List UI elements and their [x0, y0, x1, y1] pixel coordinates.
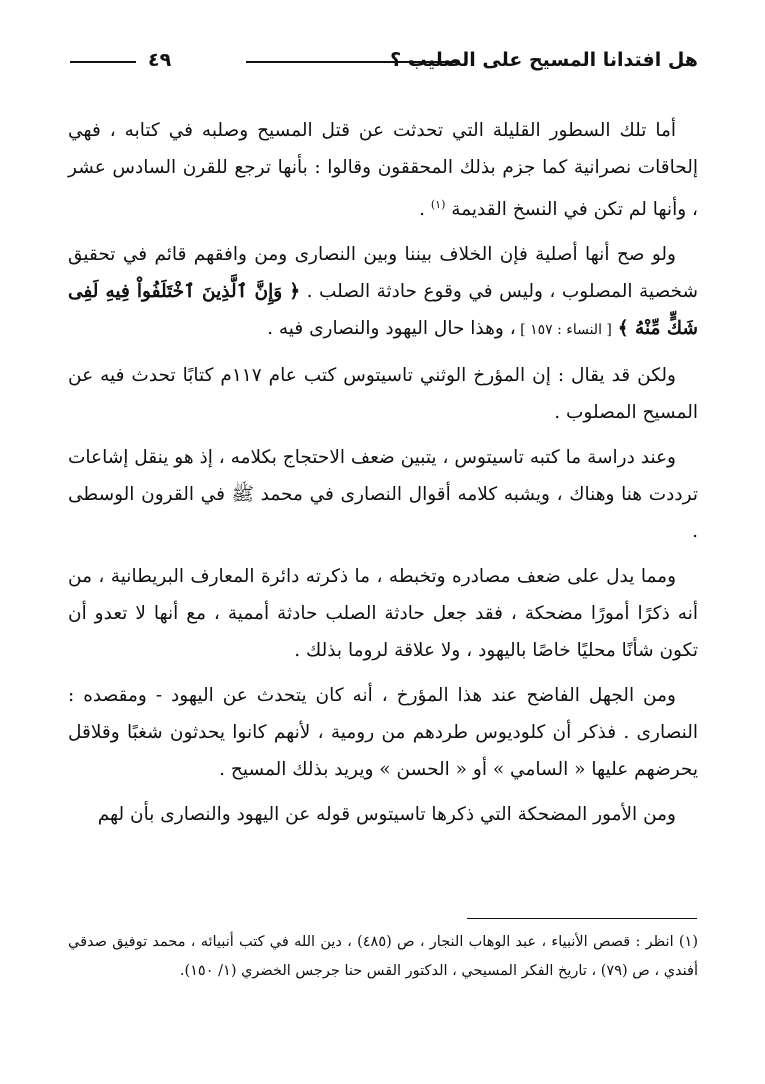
paragraph-text: وعند دراسة ما كتبه تاسيتوس ، يتبين ضعف الاحتجاج بكلامه ، إذ هو ينقل إشاعات ترددت هنا وهناك ، ويشبه كلامه أقوال النصارى في محمد ﷺ في القرون الوسطى . [68, 447, 698, 543]
header-rule-short [70, 61, 136, 63]
paragraph-text: ولكن قد يقال : إن المؤرخ الوثني تاسيتوس كتب عام ١١٧م كتابًا تحدث فيه عن المسيح المصلوب . [68, 365, 698, 424]
paragraph [68, 439, 698, 558]
footnotes [68, 928, 698, 986]
verse-reference: [ النساء : ١٥٧ ] [515, 322, 612, 339]
paragraph-text: ومما يدل على ضعف مصادره وتخبطه ، ما ذكرته دائرة المعارف البريطانية ، من أنه ذكرًا أمورًا مضحكة ، فقد جعل حادثة الصلب حادثة أممية ، مع أنها لا تعدو أن تكون شأنًا محليًا خاصًا باليهود ، ولا علاقة لروما بذلك . [68, 566, 698, 662]
page-number: ٤٩ [148, 49, 172, 71]
paragraph-text-end: . [419, 199, 425, 221]
paragraph [68, 677, 698, 796]
footnote: (١) انظر : قصص الأنبياء ، عبد الوهاب النجار ، ص (٤٨٥) ، دين الله في كتب أنبيائه ، محمد توفيق صدقي أفندي ، ص (٧٩) ، تاريخ الفكر المسيحي ، الدكتور القس حنا جرجس الخضري (١/ ١٥٠). [68, 934, 698, 979]
paragraph-text: ومن الأمور المضحكة التي ذكرها تاسيتوس قوله عن اليهود والنصارى بأن لهم [97, 804, 676, 826]
paragraph [68, 796, 698, 841]
paragraph-text: أما تلك السطور القليلة التي تحدثت عن قتل المسيح وصلبه في كتابه ، فهي إلحاقات نصرانية كما جزم بذلك المحققون وقالوا : بأنها ترجع للقرن السادس عشر ، وأنها لم تكن في النسخ القديمة [68, 120, 698, 221]
paragraph [68, 112, 698, 236]
running-title: هل افتدانا المسيح على الصليب ؟ [390, 49, 698, 71]
footnote-separator [467, 918, 697, 919]
header-rule [246, 61, 458, 63]
quran-verse: ﴿ وَإِنَّ ٱلَّذِينَ ٱخْتَلَفُواْ فِيهِ لَفِى شَكٍّ مِّنْهُ ﴾ [68, 281, 698, 340]
paragraph-text-end: ، وهذا حال اليهود والنصارى فيه . [267, 318, 516, 340]
paragraph [68, 236, 698, 357]
paragraph [68, 357, 698, 439]
footnote-marker: (١) [430, 198, 446, 211]
paragraph-text: ومن الجهل الفاضح عند هذا المؤرخ ، أنه كان يتحدث عن اليهود - ومقصده : النصارى . فذكر أن كلوديوس طردهم من رومية ، لأنهم كانوا يحدثون شغبًا وقلاقل يحرضهم عليها « السامي » أو « الحسن » ويريد بذلك المسيح . [68, 685, 698, 781]
paragraph [68, 558, 698, 677]
main-text [68, 112, 698, 841]
running-header [70, 44, 698, 76]
paragraph-text: ولو صح أنها أصلية فإن الخلاف بيننا وبين النصارى ومن وافقهم قائم في تحقيق شخصية المصلوب ، وليس في وقوع حادثة الصلب . [68, 244, 698, 303]
